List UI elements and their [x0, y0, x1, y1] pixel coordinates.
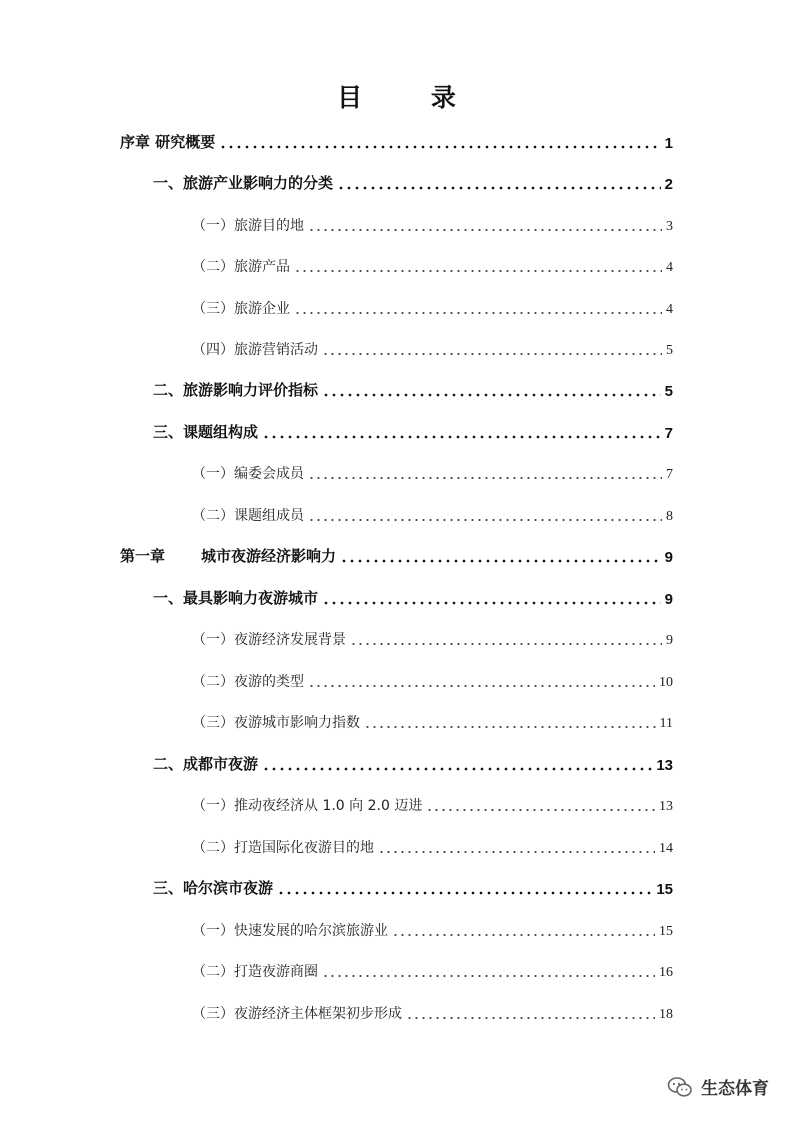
chapter-number: 第一章	[120, 547, 166, 565]
watermark-text: 生态体育	[701, 1079, 769, 1099]
toc-entry-page: 4	[666, 302, 673, 317]
toc-entry-label: （一）快速发展的哈尔滨旅游业	[192, 923, 388, 939]
toc-entry[interactable]	[153, 418, 673, 442]
toc-entry-label: （二）旅游产品	[192, 259, 290, 275]
toc-entry[interactable]	[153, 874, 673, 898]
toc-entry-label: 序章 研究概要	[120, 133, 216, 151]
toc-entry-page: 5	[666, 343, 673, 358]
toc-entry-label	[120, 545, 340, 566]
toc-entry-page: 3	[666, 219, 673, 234]
toc-entry-page: 9	[664, 591, 673, 608]
toc-entry-label: （四）旅游营销活动	[192, 342, 318, 358]
toc-entry-page: 15	[656, 881, 673, 898]
toc-entry-label: 二、成都市夜游	[153, 755, 259, 773]
toc-entry[interactable]	[192, 999, 673, 1023]
toc-entry-page: 13	[659, 799, 673, 814]
toc-leader-dots	[322, 379, 661, 397]
toc-leader-dots	[378, 836, 655, 854]
toc-entry[interactable]	[153, 750, 673, 774]
toc-entry[interactable]	[192, 708, 673, 732]
toc-entry[interactable]	[192, 667, 673, 691]
wechat-icon	[667, 1076, 693, 1098]
wechat-watermark	[667, 1074, 769, 1099]
toc-entry[interactable]	[192, 459, 673, 483]
toc-leader-dots	[308, 504, 662, 522]
toc-leader-dots	[262, 753, 652, 771]
toc-entry-label: 一、最具影响力夜游城市	[153, 589, 319, 607]
toc-entry[interactable]	[120, 542, 673, 566]
toc-entry-label: （二）夜游的类型	[192, 674, 304, 690]
toc-leader-dots	[308, 214, 662, 232]
toc-entry-page: 9	[666, 633, 673, 648]
toc-entry-page: 10	[659, 675, 673, 690]
toc-entry-page: 18	[659, 1007, 673, 1022]
toc-leader-dots	[277, 877, 652, 895]
toc-entry-label: （一）编委会成员	[192, 466, 304, 482]
toc-leader-dots	[322, 960, 655, 978]
toc-entry[interactable]	[192, 211, 673, 235]
toc-entry-label: （三）夜游经济主体框架初步形成	[192, 1006, 402, 1022]
toc-leader-dots	[219, 131, 660, 149]
toc-entry[interactable]	[192, 791, 673, 815]
toc-leader-dots	[337, 172, 661, 190]
toc-entry-page: 7	[664, 425, 673, 442]
toc-entry-label: 一、旅游产业影响力的分类	[153, 174, 334, 192]
toc-entry-page: 9	[664, 549, 673, 566]
toc-entry-page: 13	[656, 757, 673, 774]
toc-entry-label: 三、课题组构成	[153, 423, 259, 441]
toc-entry[interactable]	[192, 833, 673, 857]
toc-leader-dots	[322, 587, 661, 605]
toc-entry-label: 二、旅游影响力评价指标	[153, 381, 319, 399]
toc-leader-dots	[262, 421, 661, 439]
toc-entry-label: 三、哈尔滨市夜游	[153, 879, 274, 897]
toc-entry[interactable]	[153, 169, 673, 193]
toc-leader-dots	[294, 255, 662, 273]
toc-entry-page: 14	[659, 841, 673, 856]
toc-entry-page: 15	[659, 924, 673, 939]
toc-entry-page: 2	[664, 176, 673, 193]
toc-entry[interactable]	[192, 501, 673, 525]
toc-entry-label: （二）打造夜游商圈	[192, 964, 318, 980]
toc-title: 目 录	[337, 83, 486, 112]
toc-entry-page: 8	[666, 509, 673, 524]
toc-entry-label: （二）课题组成员	[192, 508, 304, 524]
toc-entry-label: （一）推动夜经济从 1.0 向 2.0 迈进	[192, 798, 423, 814]
toc-leader-dots	[350, 628, 662, 646]
toc-entry-page: 4	[666, 260, 673, 275]
toc-entry[interactable]	[192, 916, 673, 940]
toc-entry-page: 1	[664, 135, 673, 152]
toc-leader-dots	[392, 919, 655, 937]
toc-entry-label: （三）旅游企业	[192, 301, 290, 317]
toc-entry[interactable]	[192, 625, 673, 649]
toc-leader-dots	[308, 670, 655, 688]
toc-leader-dots	[308, 462, 662, 480]
toc-entry-page: 7	[666, 467, 673, 482]
toc-entry-page: 5	[664, 383, 673, 400]
toc-leader-dots	[364, 711, 656, 729]
toc-leader-dots	[340, 545, 661, 563]
toc-entry[interactable]	[153, 584, 673, 608]
toc-entry-label: （一）旅游目的地	[192, 218, 304, 234]
toc-entry[interactable]	[153, 376, 673, 400]
toc-leader-dots	[322, 338, 662, 356]
toc-entry-label: （三）夜游城市影响力指数	[192, 715, 360, 731]
toc-leader-dots	[294, 297, 662, 315]
toc-entry[interactable]	[192, 957, 673, 981]
toc-entry[interactable]	[192, 252, 673, 276]
toc-entry-label: （一）夜游经济发展背景	[192, 632, 346, 648]
chapter-title: 城市夜游经济影响力	[201, 547, 337, 565]
toc-entry-page: 16	[659, 965, 673, 980]
toc-entry-label: （二）打造国际化夜游目的地	[192, 840, 374, 856]
toc-entry[interactable]	[192, 335, 673, 359]
toc-leader-dots	[406, 1002, 655, 1020]
toc-entry[interactable]	[192, 294, 673, 318]
toc-entry[interactable]	[120, 128, 673, 152]
toc-entry-page: 11	[659, 716, 673, 731]
toc-leader-dots	[426, 794, 655, 812]
